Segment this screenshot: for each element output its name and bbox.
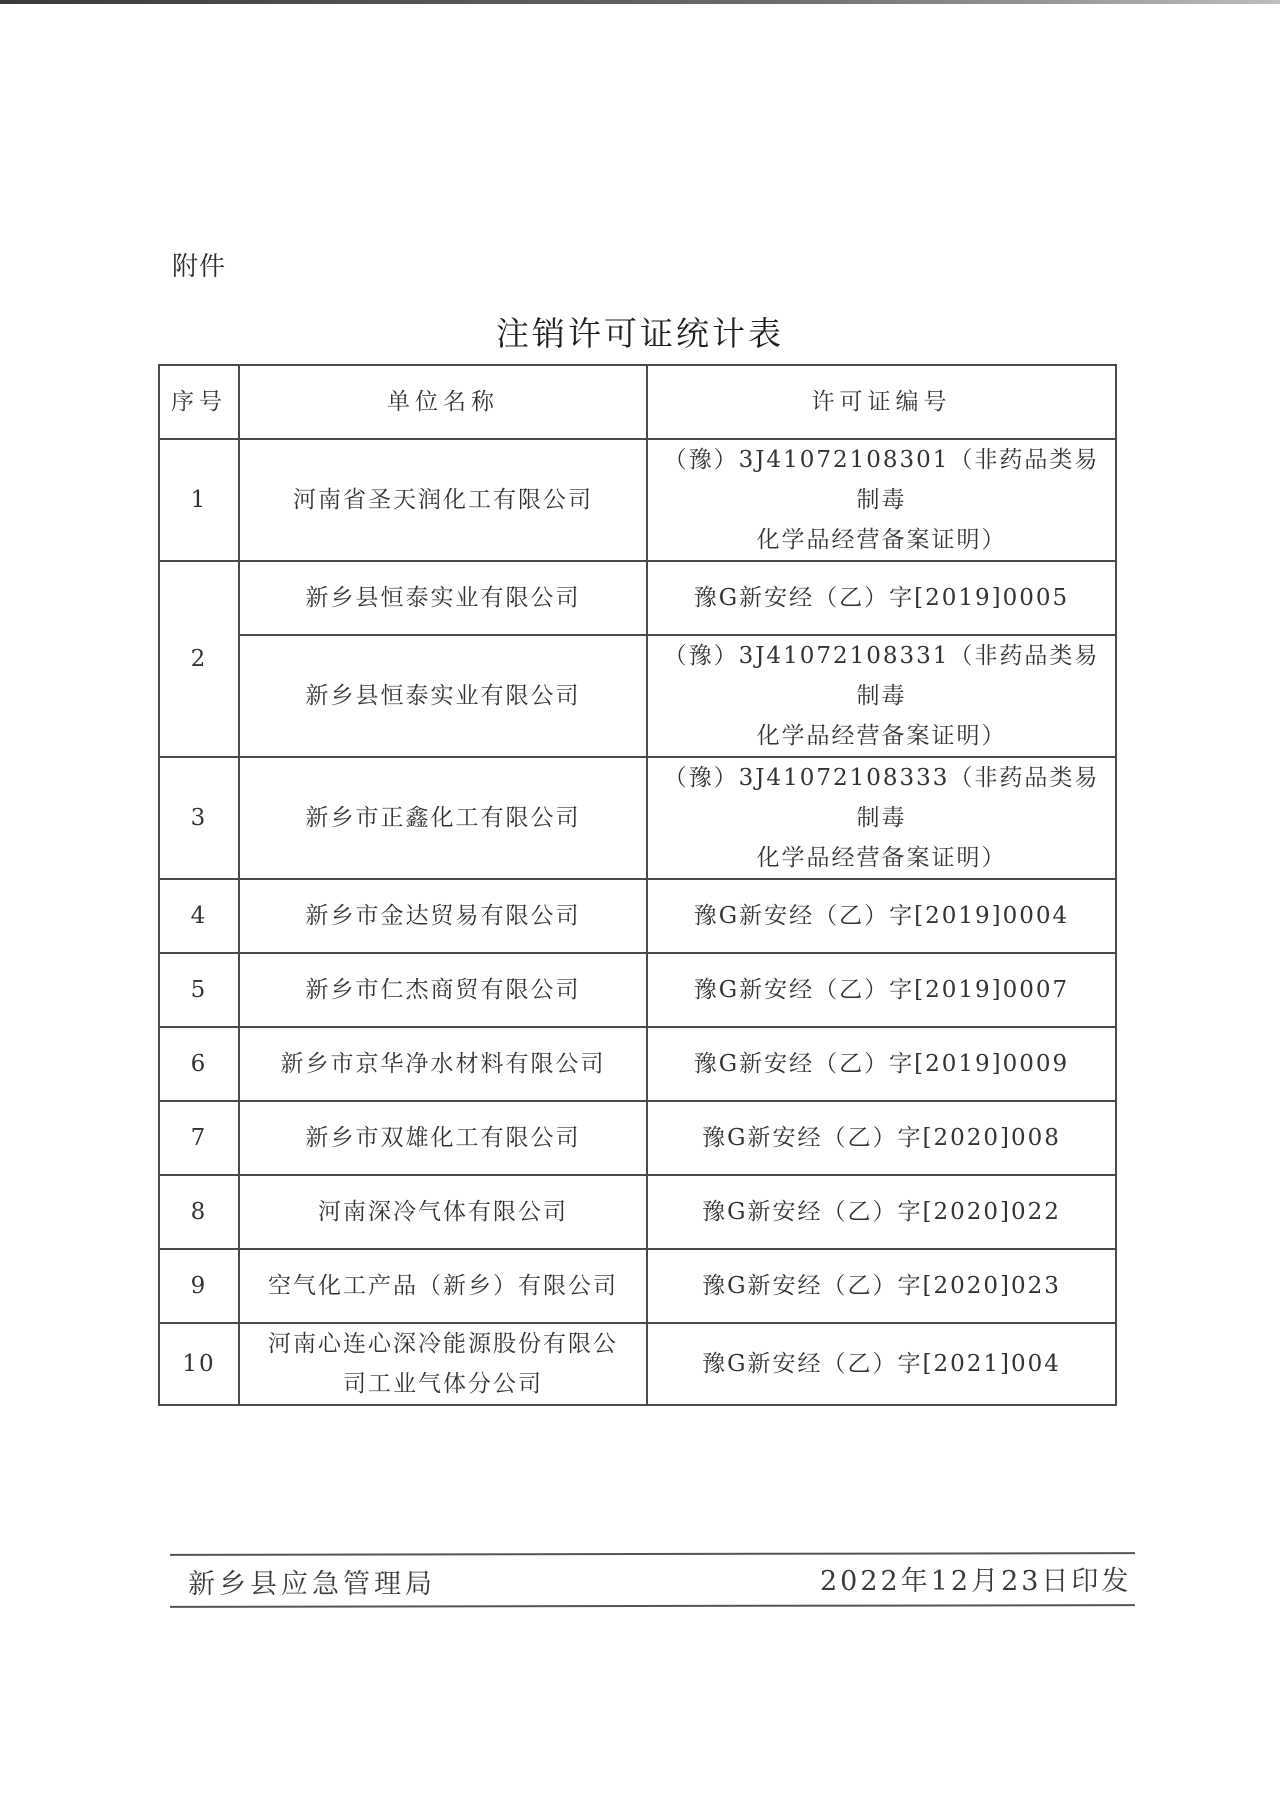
company-name-cell: 新乡县恒泰实业有限公司: [239, 635, 647, 757]
header-license-number: 许可证编号: [647, 365, 1116, 439]
company-name-line-2: 司工业气体分公司: [343, 1371, 543, 1397]
seq-cell: 5: [159, 953, 239, 1027]
license-number-cell: 豫G新安经（乙）字[2020]023: [647, 1249, 1116, 1323]
seq-cell: 2: [159, 561, 239, 757]
table-row: [159, 757, 1116, 879]
company-name-cell: 新乡市金达贸易有限公司: [239, 879, 647, 953]
header-company-name: 单位名称: [239, 365, 647, 439]
seq-cell: 3: [159, 757, 239, 879]
license-number-cell: 豫G新安经（乙）字[2019]0005: [647, 561, 1116, 635]
company-name-cell: 河南省圣天润化工有限公司: [239, 439, 647, 561]
table-row: [159, 1323, 1116, 1405]
table-row: [159, 635, 1116, 757]
attachment-label: 附件: [172, 252, 227, 282]
license-line-2: 化学品经营备案证明）: [756, 845, 1007, 871]
license-number-cell: 豫G新安经（乙）字[2020]022: [647, 1175, 1116, 1249]
license-line-2: 化学品经营备案证明）: [756, 723, 1007, 749]
seq-cell: 8: [159, 1175, 239, 1249]
table-header-row: [159, 365, 1116, 439]
seq-cell: 1: [159, 439, 239, 561]
header-seq: 序号: [159, 365, 239, 439]
company-name-cell: 新乡市京华净水材料有限公司: [239, 1027, 647, 1101]
company-name-cell: 新乡市双雄化工有限公司: [239, 1101, 647, 1175]
license-number-cell: [647, 635, 1116, 757]
license-number-cell: 豫G新安经（乙）字[2020]008: [647, 1101, 1116, 1175]
seq-cell: 6: [159, 1027, 239, 1101]
license-number-cell: 豫G新安经（乙）字[2019]0004: [647, 879, 1116, 953]
table-row: [159, 1027, 1116, 1101]
document-title: 注销许可证统计表: [496, 314, 784, 353]
license-number-cell: [647, 439, 1116, 561]
seq-cell: 10: [159, 1323, 239, 1405]
table-row: [159, 953, 1116, 1027]
license-number-cell: 豫G新安经（乙）字[2019]0007: [647, 953, 1116, 1027]
license-line-2: 化学品经营备案证明）: [756, 527, 1007, 553]
company-name-cell: [239, 1323, 647, 1405]
table-row: [159, 561, 1116, 635]
footer-rule-bottom: [170, 1604, 1135, 1608]
table-row: [159, 1101, 1116, 1175]
license-number-cell: 豫G新安经（乙）字[2021]004: [647, 1323, 1116, 1405]
company-name-cell: 新乡县恒泰实业有限公司: [239, 561, 647, 635]
license-number-cell: 豫G新安经（乙）字[2019]0009: [647, 1027, 1116, 1101]
company-name-cell: 新乡市仁杰商贸有限公司: [239, 953, 647, 1027]
footer-organization: 新乡县应急管理局: [188, 1569, 436, 1600]
license-line-1: （豫）3J41072108331（非药品类易制毒: [663, 643, 1100, 709]
table-row: [159, 879, 1116, 953]
table-row: [159, 439, 1116, 561]
seq-cell: 9: [159, 1249, 239, 1323]
license-line-1: （豫）3J41072108301（非药品类易制毒: [663, 447, 1100, 513]
table-row: [159, 1175, 1116, 1249]
company-name-line-1: 河南心连心深冷能源股份有限公: [268, 1331, 618, 1357]
seq-cell: 4: [159, 879, 239, 953]
page-top-edge: [0, 0, 1280, 4]
footer-rule-top: [170, 1552, 1135, 1556]
footer-issue-date: 2022年12月23日印发: [820, 1566, 1132, 1597]
company-name-cell: 新乡市正鑫化工有限公司: [239, 757, 647, 879]
seq-cell: 7: [159, 1101, 239, 1175]
company-name-cell: 河南深冷气体有限公司: [239, 1175, 647, 1249]
license-line-1: （豫）3J41072108333（非药品类易制毒: [663, 765, 1100, 831]
revoked-license-table: [158, 364, 1117, 1406]
license-number-cell: [647, 757, 1116, 879]
table-row: [159, 1249, 1116, 1323]
company-name-cell: 空气化工产品（新乡）有限公司: [239, 1249, 647, 1323]
